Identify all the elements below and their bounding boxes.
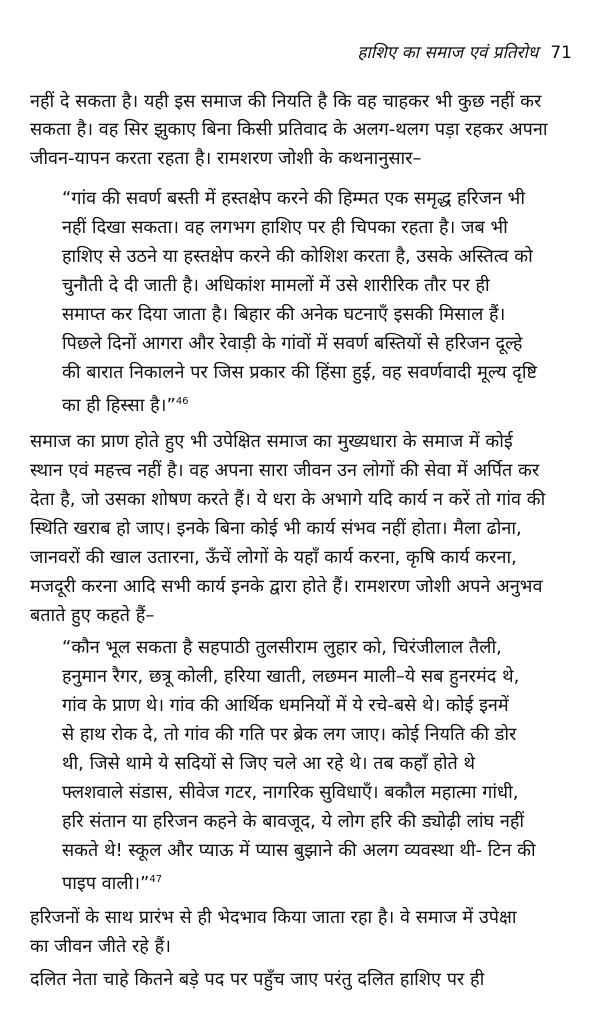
quote-2-line: हरि संतान या हरिजन कहने के बावजूद, ये लोग हरि की ड्योढ़ी लांघ नहीं [62, 811, 525, 832]
paragraph-2-line: बताते हुए कहते हैं– [30, 605, 155, 626]
quote-1-line: चुनौती दे दी जाती है। अधिकांश मामलों में उसे शारीरिक तौर पर ही [62, 275, 490, 296]
paragraph-2-line: जानवरों की खाल उतारना, ऊँचें लोगों के यहाँ कार्य करना, कृषि कार्य करना, [30, 547, 517, 568]
footnote-46: 46 [175, 396, 189, 407]
quote-1-line [62, 390, 189, 418]
running-header [357, 40, 572, 63]
quote-2-line [62, 868, 162, 896]
quote-2-line: फ्लशवाले संडास, सीवेज गटर, नागरिक सुविधाएँ। बकौल महात्मा गांधी, [62, 782, 519, 803]
paragraph-2-line: स्थिति खराब हो जाए। इनके बिना कोई भी कार्य संभव नहीं होता। मैला ढोना, [30, 518, 522, 539]
quote-1-line: नहीं दिखा सकता। वह लगभग हाशिए पर ही चिपका रहता है। जब भी [62, 217, 508, 238]
paragraph-1-line: जीवन-यापन करता रहता है। रामशरण जोशी के कथनानुसार– [30, 148, 422, 169]
quote-2-line: थी, जिसे थामे ये सदियों से जिए चले आ रहे थे। तब कहाँ होते थे [62, 753, 476, 774]
paragraph-2-line: मजदूरी करना आदि सभी कार्य इनके द्वारा होते हैं। रामशरण जोशी अपने अनुभव [30, 576, 543, 597]
quote-2-line: से हाथ रोक दे, तो गांव की गति पर ब्रेक लग जाए। कोई नियति की डोर [62, 724, 517, 745]
quote-2-line: गांव के प्राण थे। गांव की आर्थिक धमनियों में ये रचे-बसे थे। कोई इनमें [62, 695, 509, 716]
page-number: 71 [550, 43, 572, 63]
quote-2-last-text: पाइप वाली।” [62, 873, 150, 894]
quote-1-line: समाप्त कर दिया जाता है। बिहार की अनेक घटनाएँ इसकी मिसाल हैं। [62, 304, 506, 325]
paragraph-2-line: स्थान एवं महत्त्व नहीं है। वह अपना सारा जीवन उन लोगों की सेवा में अर्पित कर [30, 460, 540, 481]
quote-1-line: “गांव की सवर्ण बस्ती में हस्तक्षेप करने की हिम्मत एक समृद्ध हरिजन भी [62, 188, 526, 209]
paragraph-3-line: हरिजनों के साथ प्रारंभ से ही भेदभाव किया जाता रहा है। वे समाज में उपेक्षा [30, 907, 517, 928]
quote-1-last-text: का ही हिस्सा है।” [62, 395, 176, 416]
quote-1-line: हाशिए से उठने या हस्तक्षेप करने की कोशिश करता है, उसके अस्तित्व को [62, 246, 533, 267]
quote-2-line: “कौन भूल सकता है सहपाठी तुलसीराम लुहार को, चिरंजीलाल तैली, [62, 637, 502, 658]
paragraph-2-line: समाज का प्राण होते हुए भी उपेक्षित समाज का मुख्यधारा के समाज में कोई [30, 431, 513, 452]
paragraph-4-line: दलित नेता चाहे कितने बड़े पद पर पहुँच जाए परंतु दलित हाशिए पर ही [30, 969, 485, 990]
paragraph-1-line: नहीं दे सकता है। यही इस समाज की नियति है कि वह चाहकर भी कुछ नहीं कर [30, 91, 542, 112]
quote-1-line: पिछले दिनों आगरा और रेवाड़ी के गांवों में सवर्ण बस्तियों से हरिजन दूल्हे [62, 333, 523, 354]
quote-2-line: हनुमान रैगर, छत्रू कोली, हरिया खाती, लछमन माली–ये सब हुनरमंद थे, [62, 666, 520, 687]
paragraph-1-line: सकता है। वह सिर झुकाए बिना किसी प्रतिवाद के अलग-थलग पड़ा रहकर अपना [30, 119, 548, 140]
header-title: हाशिए का समाज एवं प्रतिरोध [357, 43, 539, 63]
quote-1-line: की बारात निकालने पर जिस प्रकार की हिंसा हुई, वह सवर्णवादी मूल्य दृष्टि [62, 362, 538, 383]
paragraph-3-line: का जीवन जीते रहे हैं। [30, 936, 171, 957]
quote-2-line: सकते थे! स्कूल और प्याऊ में प्यास बुझाने की अलग व्यवस्था थी- टिन की [62, 840, 536, 861]
footnote-47: 47 [149, 874, 163, 885]
paragraph-2-line: देता है, जो उसका शोषण करते हैं। ये धरा के अभागे यदि कार्य न करें तो गांव की [30, 489, 546, 510]
